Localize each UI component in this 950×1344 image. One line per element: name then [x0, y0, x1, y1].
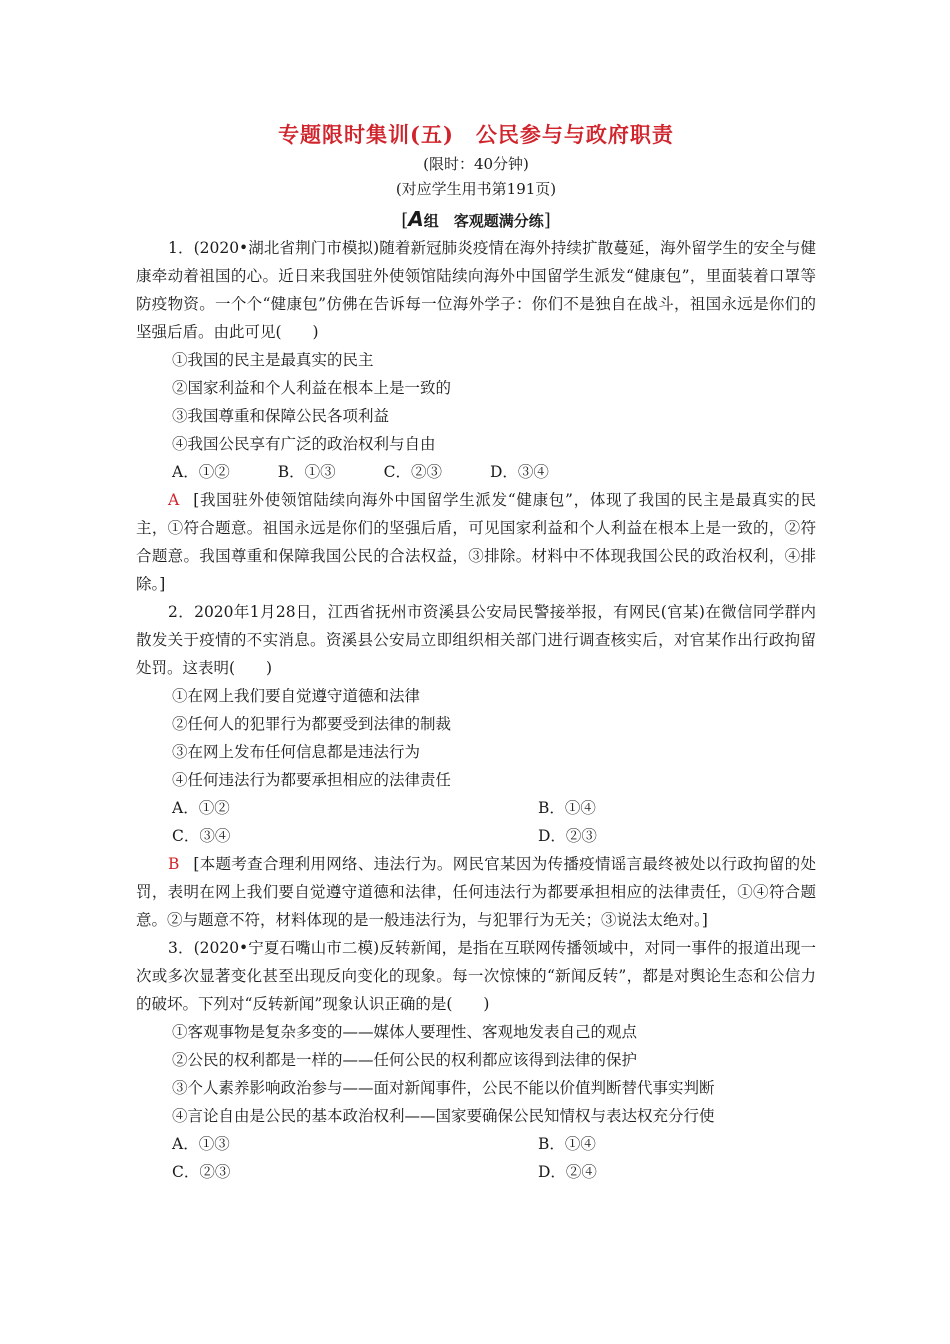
question-option: ②任何人的犯罪行为都要受到法律的制裁: [172, 715, 452, 733]
question-option: ④任何违法行为都要承担相应的法律责任: [172, 771, 452, 789]
answer-explanation: [136, 850, 816, 934]
choice-c: C．②③: [172, 1163, 231, 1181]
answer-key: B: [168, 855, 180, 873]
question-option: ③我国尊重和保障公民各项利益: [172, 407, 390, 425]
choice-d: D．③④: [489, 463, 549, 481]
question-option: ①在网上我们要自觉遵守道德和法律: [172, 687, 421, 705]
group-label: 组 客观题满分练: [423, 212, 544, 230]
answer-explanation: [136, 486, 816, 598]
question-option: ②公民的权利都是一样的——任何公民的权利都应该得到法律的保护: [172, 1051, 638, 1069]
bracket-open: [: [401, 210, 409, 231]
question-option: ①客观事物是复杂多变的——媒体人要理性、客观地发表自己的观点: [172, 1023, 638, 1041]
choice-a: A．①③: [172, 1135, 230, 1153]
answer-choices: [136, 1130, 816, 1186]
question-stem: 3．(2020•宁夏石嘴山市二模)反转新闻，是指在互联网传播领域中，对同一事件的报道出现一次或多次显著变化甚至出现反向变化的现象。每一次惊悚的“新闻反转”，都是对舆论生态和公信力的破坏。下列对“反转新闻”现象认识正确的是( ): [136, 939, 816, 1013]
question-option: ②国家利益和个人利益在根本上是一致的: [172, 379, 452, 397]
document-page: [136, 118, 816, 1186]
question-stem: 2．2020年1月28日，江西省抚州市资溪县公安局民警接举报，有网民(官某)在微信同学群内散发关于疫情的不实消息。资溪县公安局立即组织相关部门进行调查核实后，对官某作出行政拘留处罚。这表明( ): [136, 603, 816, 677]
section-group-heading: [136, 204, 816, 234]
answer-choices: [136, 794, 816, 850]
answer-key: A: [168, 491, 180, 509]
choice-a: A．①②: [172, 463, 230, 481]
page-title: 专题限时集训(五) 公民参与与政府职责: [278, 122, 674, 147]
question-stem: 1．(2020•湖北省荆门市模拟)随着新冠肺炎疫情在海外持续扩散蔓延，海外留学生的安全与健康牵动着祖国的心。近日来我国驻外使领馆陆续向海外中国留学生派发“健康包”，里面装着口罩等防疫物资。一个个“健康包”仿佛在告诉每一位海外学子：你们不是独自在战斗，祖国永远是你们的坚强后盾。由此可见( ): [136, 239, 816, 341]
explanation-text: [本题考查合理利用网络、违法行为。网民官某因为传播疫情谣言最终被处以行政拘留的处罚，表明在网上我们要自觉遵守道德和法律，任何违法行为都要承担相应的法律责任，①④符合题意。②与题意不符，材料体现的是一般违法行为，与犯罪行为无关；③说法太绝对。]: [136, 855, 816, 929]
choice-c: C．②③: [383, 463, 442, 481]
answer-choices: [136, 458, 816, 486]
choice-c: C．③④: [172, 827, 231, 845]
choice-b: B．①③: [277, 463, 336, 481]
book-reference: (对应学生用书第191页): [395, 180, 557, 198]
question-option: ①我国的民主是最真实的民主: [172, 351, 374, 369]
choice-a: A．①②: [172, 799, 230, 817]
explanation-text: [我国驻外使领馆陆续向海外中国留学生派发“健康包”，体现了我国的民主是最真实的民主，①符合题意。祖国永远是你们的坚强后盾，可见国家利益和个人利益在根本上是一致的，②符合题意。我国尊重和保障我国公民的合法权益，③排除。材料中不体现我国公民的政治权利，④排除。]: [136, 491, 816, 593]
question-option: ④言论自由是公民的基本政治权利——国家要确保公民知情权与表达权充分行使: [172, 1107, 715, 1125]
choice-d: D．②③: [538, 827, 597, 845]
question-option: ③在网上发布任何信息都是违法行为: [172, 743, 421, 761]
choice-b: B．①④: [538, 1135, 596, 1153]
choice-b: B．①④: [538, 799, 596, 817]
bracket-close: ]: [543, 210, 551, 231]
question-option: ④我国公民享有广泛的政治权利与自由: [172, 435, 436, 453]
time-limit: (限时：40分钟): [423, 155, 529, 173]
choice-d: D．②④: [538, 1163, 597, 1181]
question-option: ③个人素养影响政治参与——面对新闻事件，公民不能以价值判断替代事实判断: [172, 1079, 715, 1097]
group-letter: A: [408, 207, 424, 231]
